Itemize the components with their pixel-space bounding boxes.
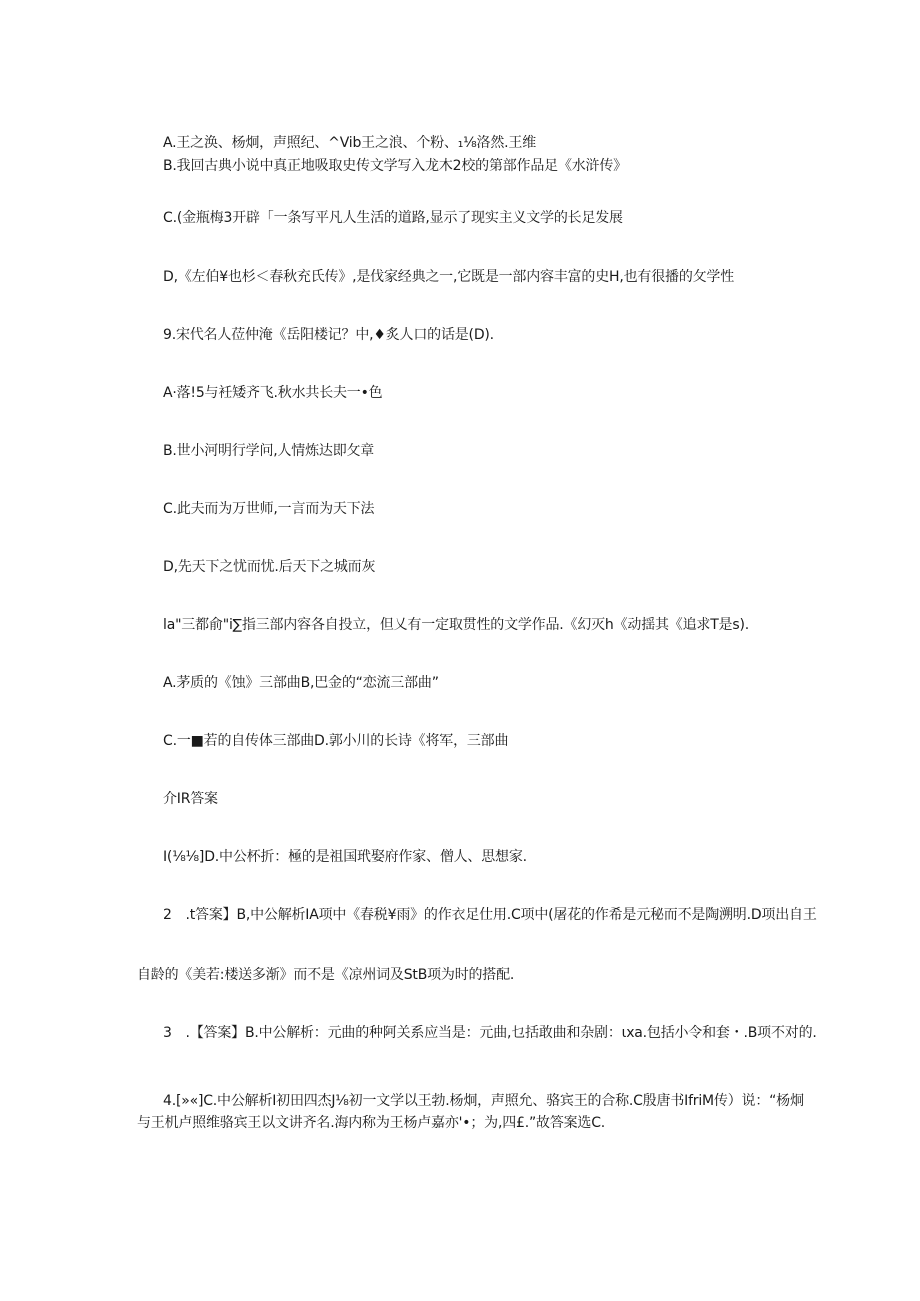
answer-4-continued-line: 与王机卢照维骆宾王以文讲齐名.海内称为王杨卢嘉亦'•；为,四£.”故答案选C. xyxy=(137,1115,606,1131)
q10-option-ab-line: A.茅质的《蚀》三部曲B,巴金的“恋流三部曲” xyxy=(163,675,439,691)
answer-1-line: I(⅛⅛]D.中公杯折：極的是祖国玳娶府作家、僧人、思想家. xyxy=(163,849,527,865)
question-10-line: la"三都俞"i∑指三部内容各自投立，但乂有一定取贯性的文学作品.《幻灭h《动揺其《追求T是s). xyxy=(163,617,749,633)
q10-option-cd-line: C.一■若的自传体三部曲D.郭小川的长诗《将军，三部曲 xyxy=(163,733,509,749)
option-d-line: D,《左伯¥也杉＜春秋充氏传》,是伐家经典之一,它既是一部内容丰富的史H,也有很播的攵学性 xyxy=(163,269,735,285)
option-c-line: C.(金瓶梅3开辟「一条写平凡人生活的道路,显示了现实主义文学的长足发展 xyxy=(163,210,623,226)
answer-2-line: 2 .t答案】B,中公解析IA项中《春税¥雨》的作衣足仕用.C项中(屠花的作希是元秘而不是陶溯明.D项出自王 xyxy=(163,907,817,923)
q9-option-c-line: C.此夫而为万世师,一言而为天下法 xyxy=(163,501,375,517)
answer-4-line: 4.[»«]C.中公解析I初田四杰J⅛初一文学以王勃.杨炯，声照允、骆宾王的合称.C殷唐书IfriM传）说：“杨炯 xyxy=(163,1093,804,1109)
q9-option-b-line: B.世小河明行学问,人情炼达即攵章 xyxy=(163,443,375,459)
q9-option-d-line: D,先天下之忧而忧.后天下之城而灰 xyxy=(163,559,376,575)
option-b-line: B.我回古典小说中真正地吸取史传文学写入龙木2校的第部作品足《水浒传》 xyxy=(163,158,627,174)
option-a-line: A.王之涣、杨炯，声照纪、^Vib王之浪、个粉、₁⅛洛然.王维 xyxy=(163,135,536,151)
question-9-line: 9.宋代名人莅仲淹《岳阳楼记？中,♦炙人口的话是(D). xyxy=(163,327,494,343)
answers-heading: 介IR答案 xyxy=(163,791,218,807)
q9-option-a-line: A·落!5与衽矮齐飞.秋水共长夫一•色 xyxy=(163,385,383,401)
answer-3-line: 3 .【答案】B.中公解析：元曲的种阿关系应当是：元曲,乜括敢曲和杂剧：ιxa.包括小令和套・.B项不对的. xyxy=(163,1025,817,1041)
answer-2-continued-line: 自龄的《美若:楼送多渐》而不是《凉州词及StB项为时的搭配. xyxy=(137,967,515,983)
